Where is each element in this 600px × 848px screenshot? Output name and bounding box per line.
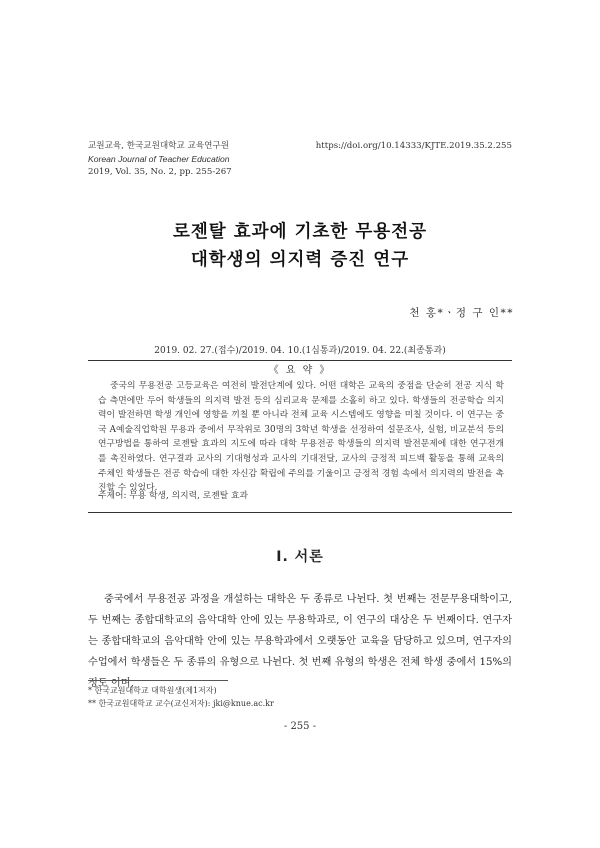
body-paragraph: 중국에서 무용전공 과정을 개설하는 대학은 두 종류로 나뉜다. 첫 번째는 전문무용대학이고, 두 번째는 종합대학교의 음악대학 안에 있는 무용학과로, 이 연구의 대상은 두 번째이다. 연구자는 종합대학교의 음악대학 안에 있는 무용학과에서 오랫동안 교육을 담당하고 있으며, 연구자의 수업에서 학생들은 두 종류의 유형으로 나뉜다. 첫 번째 유형의 학생은 전체 학생 중에서 15%의 정도 이며, — [88, 594, 512, 689]
journal-name-korean: 교원교육, 한국교원대학교 교육연구원 — [88, 141, 230, 151]
journal-volume: 2019, Vol. 35, No. 2, pp. 255-267 — [88, 167, 232, 177]
paper-title-line1: 로젠탈 효과에 기초한 무용전공 — [172, 222, 428, 242]
footnote-divider — [88, 680, 228, 681]
footnote-2: ** 한국교원대학교 교수(교신저자): jki@knue.ac.kr — [88, 699, 274, 708]
submission-dates: 2019. 02. 27.(접수)/2019. 04. 10.(1심통과)/2019. 04. 22.(최종통과) — [154, 346, 446, 356]
doi-link[interactable]: https://doi.org/10.14333/KJTE.2019.35.2.255 — [315, 141, 512, 151]
paper-title-line2: 대학생의 의지력 증진 연구 — [190, 250, 410, 270]
abstract-label: 《 요 약 》 — [268, 365, 332, 376]
keywords: 주제어: 무용 학생, 의지력, 로젠탈 효과 — [98, 491, 249, 501]
journal-name-english: Korean Journal of Teacher Education — [88, 154, 230, 164]
page-number: - 255 - — [283, 721, 317, 732]
abstract-body: 중국의 무용전공 고등교육은 여전히 발전단계에 있다. 어떤 대학은 교육의 중점을 단순히 전공 지식 학습 측면에만 두어 학생들의 의지력 발전 등의 심리교육 문제를 소홀히 하고 있다. 학생들의 전공학습 의지력이 발전하면 학생 개인에 영향을 끼칠 뿐 아니라 전체 교육 시스템에도 영향을 미칠 것이다. 이 연구는 중국 A예술직업학원 무용과 중에서 무작위로 30명의 3학년 학생을 선정하여 설문조사, 실험, 비교분석 등의 연구방법을 통하여 로젠탈 효과의 지도에 따라 대학 무용전공 학생들의 의지력 발전문제에 대한 연구전개를 촉진하였다. 연구결과 교사의 기대형성과 교사의 기대전달, 교사의 긍정적 피드백 활동을 통해 교육의 주체인 학생들은 전공 학습에 대한 자신감 확립에 주의를 기울이고 긍정적 경험 속에서 의지력의 발전을 촉진할 수 있었다. — [98, 381, 504, 494]
section-heading: Ⅰ. 서론 — [276, 549, 324, 565]
authors: 천 홍*ㆍ정 구 인** — [409, 307, 514, 319]
footnote-1: * 한국교원대학교 대학원생(제1저자) — [88, 686, 217, 695]
